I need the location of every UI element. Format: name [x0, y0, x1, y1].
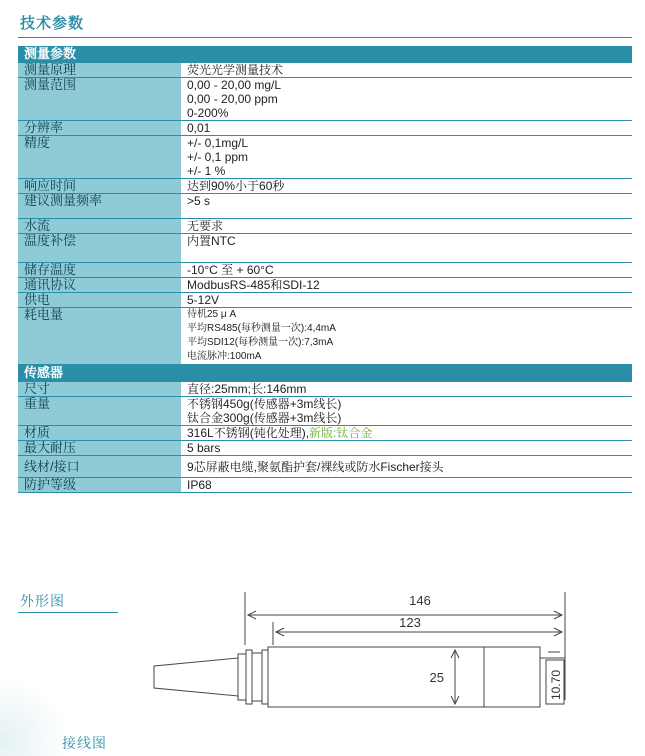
spec-key: 尺寸: [18, 382, 181, 397]
spec-value: [181, 78, 632, 121]
spec-row-weight: [18, 397, 632, 426]
spec-key: 重量: [18, 397, 181, 426]
spec-line: +/- 0,1mg/L: [187, 136, 249, 150]
outline-drawing: [0, 590, 645, 730]
spec-key: 线材/接口: [18, 456, 181, 478]
spec-row: [18, 263, 632, 278]
spec-key: 储存温度: [18, 263, 181, 278]
wiring-heading: 接线图: [62, 735, 107, 751]
spec-key: 最大耐压: [18, 441, 181, 456]
spec-row: [18, 219, 632, 234]
spec-value: 9芯屏蔽电缆,聚氨酯护套/裸线或防水Fischer接头: [181, 456, 632, 478]
spec-line: 5-12V: [187, 293, 220, 307]
spec-row-cable: [18, 456, 632, 478]
spec-value: [181, 63, 632, 78]
spec-key: 供电: [18, 293, 181, 308]
spec-key: 建议测量频率: [18, 194, 181, 219]
spec-line: 不锈钢450g(传感器+3m线长): [187, 397, 342, 411]
connector-ring: [238, 654, 246, 700]
spec-line: 电流脉冲:100mA: [187, 351, 262, 362]
spec-row: [18, 78, 632, 121]
corner-decoration: [0, 676, 70, 756]
spec-value: [181, 278, 632, 293]
spec-value: [181, 263, 632, 278]
spec-row: [18, 308, 632, 365]
spec-row-dimensions: [18, 382, 632, 397]
spec-row: [18, 136, 632, 179]
spec-line: 达到90%小于60秒: [187, 179, 285, 193]
spec-value: [181, 194, 632, 219]
section-title: 传感器: [18, 365, 632, 382]
spec-value: [181, 293, 632, 308]
spec-row: [18, 179, 632, 194]
spec-key: 响应时间: [18, 179, 181, 194]
spec-key: 测量原理: [18, 63, 181, 78]
spec-row: [18, 121, 632, 136]
dim-label-25: 25: [429, 670, 444, 685]
section-header-sensor: [18, 365, 632, 382]
spec-table: [18, 46, 632, 493]
spec-key: 分辨率: [18, 121, 181, 136]
spec-key: 测量范围: [18, 78, 181, 121]
spec-value: [181, 397, 632, 426]
spec-row-protection: [18, 478, 632, 493]
spec-key: 温度补偿: [18, 234, 181, 263]
spec-value: [181, 308, 632, 365]
spec-value: [181, 121, 632, 136]
spec-line: 0,01: [187, 121, 211, 135]
spec-value: 5 bars: [181, 441, 632, 456]
spec-line: +/- 1 %: [187, 164, 226, 178]
spec-line: 平均SDI12(每秒测量一次):7,3mA: [187, 337, 334, 348]
page-title: 技术参数: [20, 15, 85, 32]
spec-line: 荧光光学测量技术: [187, 63, 284, 77]
spec-row-material: [18, 426, 632, 441]
connector-ring: [246, 650, 252, 704]
spec-key: 材质: [18, 426, 181, 441]
dim-label-146: 146: [409, 593, 431, 608]
spec-value: IP68: [181, 478, 632, 493]
connector-ring: [252, 653, 262, 701]
spec-row: [18, 293, 632, 308]
material-new-version: 新版:钛合金: [309, 426, 373, 440]
spec-line: 0,00 - 20,00 ppm: [187, 92, 278, 106]
spec-line: >5 s: [187, 194, 211, 208]
section-title: 测量参数: [18, 46, 632, 63]
dim-label-123: 123: [399, 615, 421, 630]
cable-gland: [154, 658, 238, 696]
spec-key: 防护等级: [18, 478, 181, 493]
spec-line: 平均RS485(每秒测量一次):4,4mA: [187, 323, 336, 334]
outline-heading: 外形图: [20, 593, 65, 609]
spec-value: [181, 234, 632, 263]
spec-row: [18, 194, 632, 219]
spec-row: [18, 278, 632, 293]
spec-value: [181, 136, 632, 179]
spec-value: [181, 219, 632, 234]
spec-line: 0-200%: [187, 106, 229, 120]
spec-line: +/- 0,1 ppm: [187, 150, 249, 164]
spec-key: 通讯协议: [18, 278, 181, 293]
title-divider: [18, 37, 632, 38]
spec-line: ModbusRS-485和SDI-12: [187, 278, 320, 292]
spec-key: 水流: [18, 219, 181, 234]
spec-key: 精度: [18, 136, 181, 179]
spec-key: 耗电量: [18, 308, 181, 365]
spec-value: [181, 426, 632, 441]
spec-line: -10°C 至 + 60°C: [187, 263, 274, 277]
spec-line: 待机25 μ A: [187, 309, 237, 320]
spec-line: 0,00 - 20,00 mg/L: [187, 78, 282, 92]
spec-row-max-pressure: [18, 441, 632, 456]
spec-line: 钛合金300g(传感器+3m线长): [187, 411, 342, 425]
spec-value: 直径:25mm;长:146mm: [181, 382, 632, 397]
spec-value: [181, 179, 632, 194]
dim-label-10-70: 10.70: [549, 669, 563, 700]
spec-line: 内置NTC: [187, 234, 236, 248]
section-header-measurement: [18, 46, 632, 63]
connector-ring: [262, 650, 268, 704]
spec-row: [18, 63, 632, 78]
sensor-tip: [484, 647, 540, 707]
material-text: 316L不锈钢(钝化处理),: [187, 426, 310, 440]
spec-line: 无要求: [187, 219, 224, 233]
spec-row: [18, 234, 632, 263]
